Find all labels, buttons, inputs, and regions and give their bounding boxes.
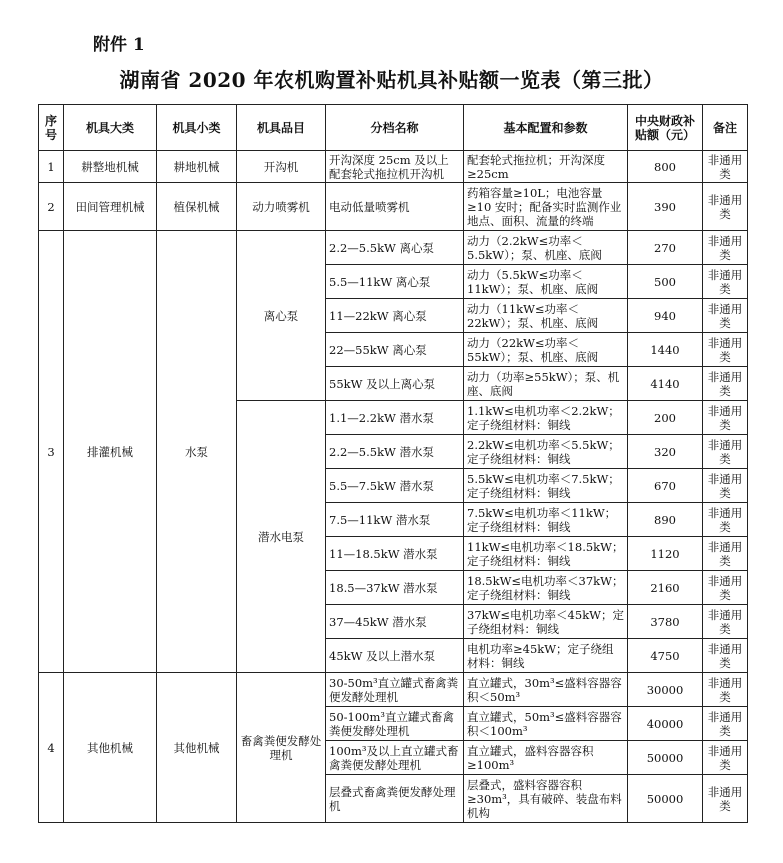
header-cell: 备注	[703, 105, 748, 151]
subsidy-amount: 50000	[628, 741, 703, 775]
subsidy-amount: 4140	[628, 367, 703, 401]
grade-name: 30-50m³直立罐式畜禽粪便发酵处理机	[326, 673, 464, 707]
config-params: 1.1kW≤电机功率＜2.2kW；定子绕组材料：铜线	[464, 401, 628, 435]
grade-name: 50-100m³直立罐式畜禽粪便发酵处理机	[326, 707, 464, 741]
config-params: 18.5kW≤电机功率＜37kW；定子绕组材料：铜线	[464, 571, 628, 605]
note: 非通用类	[703, 571, 748, 605]
note: 非通用类	[703, 333, 748, 367]
note: 非通用类	[703, 183, 748, 231]
subsidy-amount: 2160	[628, 571, 703, 605]
page-title: 湖南省 2020 年农机购置补贴机具补贴额一览表（第三批）	[119, 68, 664, 92]
grade-name: 7.5—11kW 潜水泵	[326, 503, 464, 537]
item-category: 离心泵	[237, 231, 326, 401]
group-number: 1	[39, 151, 64, 183]
major-category: 排灌机械	[64, 231, 157, 673]
grade-name: 2.2—5.5kW 离心泵	[326, 231, 464, 265]
header-cell: 机具大类	[64, 105, 157, 151]
grade-name: 11—18.5kW 潜水泵	[326, 537, 464, 571]
note: 非通用类	[703, 503, 748, 537]
config-params: 2.2kW≤电机功率＜5.5kW；定子绕组材料：铜线	[464, 435, 628, 469]
grade-name: 5.5—11kW 离心泵	[326, 265, 464, 299]
note: 非通用类	[703, 299, 748, 333]
note: 非通用类	[703, 367, 748, 401]
grade-name: 11—22kW 离心泵	[326, 299, 464, 333]
note: 非通用类	[703, 741, 748, 775]
note: 非通用类	[703, 469, 748, 503]
grade-name: 55kW 及以上离心泵	[326, 367, 464, 401]
subsidy-amount: 4750	[628, 639, 703, 673]
config-params: 动力（5.5kW≤功率＜11kW）；泵、机座、底阀	[464, 265, 628, 299]
config-params: 动力（功率≥55kW）；泵、机座、底阀	[464, 367, 628, 401]
header-cell: 序号	[39, 105, 64, 151]
config-params: 层叠式，盛料容器容积≥30m³，具有破碎、装盘布料机构	[464, 775, 628, 823]
subsidy-amount: 670	[628, 469, 703, 503]
header-row	[39, 105, 748, 151]
subsidy-amount: 390	[628, 183, 703, 231]
config-params: 直立罐式，50m³≤盛料容器容积＜100m³	[464, 707, 628, 741]
minor-category: 植保机械	[157, 183, 237, 231]
note: 非通用类	[703, 639, 748, 673]
subsidy-table	[38, 104, 748, 823]
grade-name: 45kW 及以上潜水泵	[326, 639, 464, 673]
config-params: 直立罐式，盛料容器容积≥100m³	[464, 741, 628, 775]
note: 非通用类	[703, 605, 748, 639]
config-params: 7.5kW≤电机功率＜11kW；定子绕组材料：铜线	[464, 503, 628, 537]
item-category: 潜水电泵	[237, 401, 326, 673]
major-category: 耕整地机械	[64, 151, 157, 183]
subsidy-amount: 800	[628, 151, 703, 183]
table-row	[39, 231, 748, 265]
subsidy-amount: 270	[628, 231, 703, 265]
note: 非通用类	[703, 265, 748, 299]
grade-name: 18.5—37kW 潜水泵	[326, 571, 464, 605]
subsidy-amount: 200	[628, 401, 703, 435]
note: 非通用类	[703, 673, 748, 707]
subsidy-amount: 3780	[628, 605, 703, 639]
group-number: 3	[39, 231, 64, 673]
config-params: 电机功率≥45kW；定子绕组材料：铜线	[464, 639, 628, 673]
note: 非通用类	[703, 537, 748, 571]
minor-category: 耕地机械	[157, 151, 237, 183]
subsidy-amount: 890	[628, 503, 703, 537]
subsidy-amount: 30000	[628, 673, 703, 707]
note: 非通用类	[703, 401, 748, 435]
table-row	[39, 183, 748, 231]
config-params: 11kW≤电机功率＜18.5kW；定子绕组材料：铜线	[464, 537, 628, 571]
grade-name: 电动低量喷雾机	[326, 183, 464, 231]
item-category: 动力喷雾机	[237, 183, 326, 231]
subsidy-amount: 1120	[628, 537, 703, 571]
subsidy-amount: 50000	[628, 775, 703, 823]
subsidy-amount: 320	[628, 435, 703, 469]
header-cell: 分档名称	[326, 105, 464, 151]
grade-name: 5.5—7.5kW 潜水泵	[326, 469, 464, 503]
note: 非通用类	[703, 151, 748, 183]
grade-name: 层叠式畜禽粪便发酵处理机	[326, 775, 464, 823]
note: 非通用类	[703, 231, 748, 265]
minor-category: 水泵	[157, 231, 237, 673]
grade-name: 22—55kW 离心泵	[326, 333, 464, 367]
config-params: 动力（22kW≤功率＜55kW）；泵、机座、底阀	[464, 333, 628, 367]
item-category: 开沟机	[237, 151, 326, 183]
config-params: 配套轮式拖拉机；开沟深度≥25cm	[464, 151, 628, 183]
subsidy-amount: 40000	[628, 707, 703, 741]
config-params: 动力（2.2kW≤功率＜5.5kW）；泵、机座、底阀	[464, 231, 628, 265]
table-row	[39, 151, 748, 183]
minor-category: 其他机械	[157, 673, 237, 823]
group-number: 4	[39, 673, 64, 823]
group-number: 2	[39, 183, 64, 231]
attachment-label: 附件 1	[93, 35, 145, 55]
header-cell: 中央财政补贴额（元）	[628, 105, 703, 151]
grade-name: 1.1—2.2kW 潜水泵	[326, 401, 464, 435]
note: 非通用类	[703, 707, 748, 741]
note: 非通用类	[703, 775, 748, 823]
note: 非通用类	[703, 435, 748, 469]
item-category: 畜禽粪便发酵处理机	[237, 673, 326, 823]
grade-name: 37—45kW 潜水泵	[326, 605, 464, 639]
major-category: 田间管理机械	[64, 183, 157, 231]
header-cell: 基本配置和参数	[464, 105, 628, 151]
header-cell: 机具品目	[237, 105, 326, 151]
config-params: 直立罐式，30m³≤盛料容器容积＜50m³	[464, 673, 628, 707]
config-params: 动力（11kW≤功率＜22kW）；泵、机座、底阀	[464, 299, 628, 333]
subsidy-amount: 500	[628, 265, 703, 299]
header-cell: 机具小类	[157, 105, 237, 151]
config-params: 5.5kW≤电机功率＜7.5kW；定子绕组材料：铜线	[464, 469, 628, 503]
grade-name: 100m³及以上直立罐式畜禽粪便发酵处理机	[326, 741, 464, 775]
subsidy-amount: 1440	[628, 333, 703, 367]
grade-name: 2.2—5.5kW 潜水泵	[326, 435, 464, 469]
subsidy-amount: 940	[628, 299, 703, 333]
config-params: 药箱容量≥10L；电池容量≥10 安时；配备实时监测作业地点、面积、流量的终端	[464, 183, 628, 231]
grade-name: 开沟深度 25cm 及以上配套轮式拖拉机开沟机	[326, 151, 464, 183]
major-category: 其他机械	[64, 673, 157, 823]
config-params: 37kW≤电机功率＜45kW；定子绕组材料：铜线	[464, 605, 628, 639]
table-row	[39, 673, 748, 707]
